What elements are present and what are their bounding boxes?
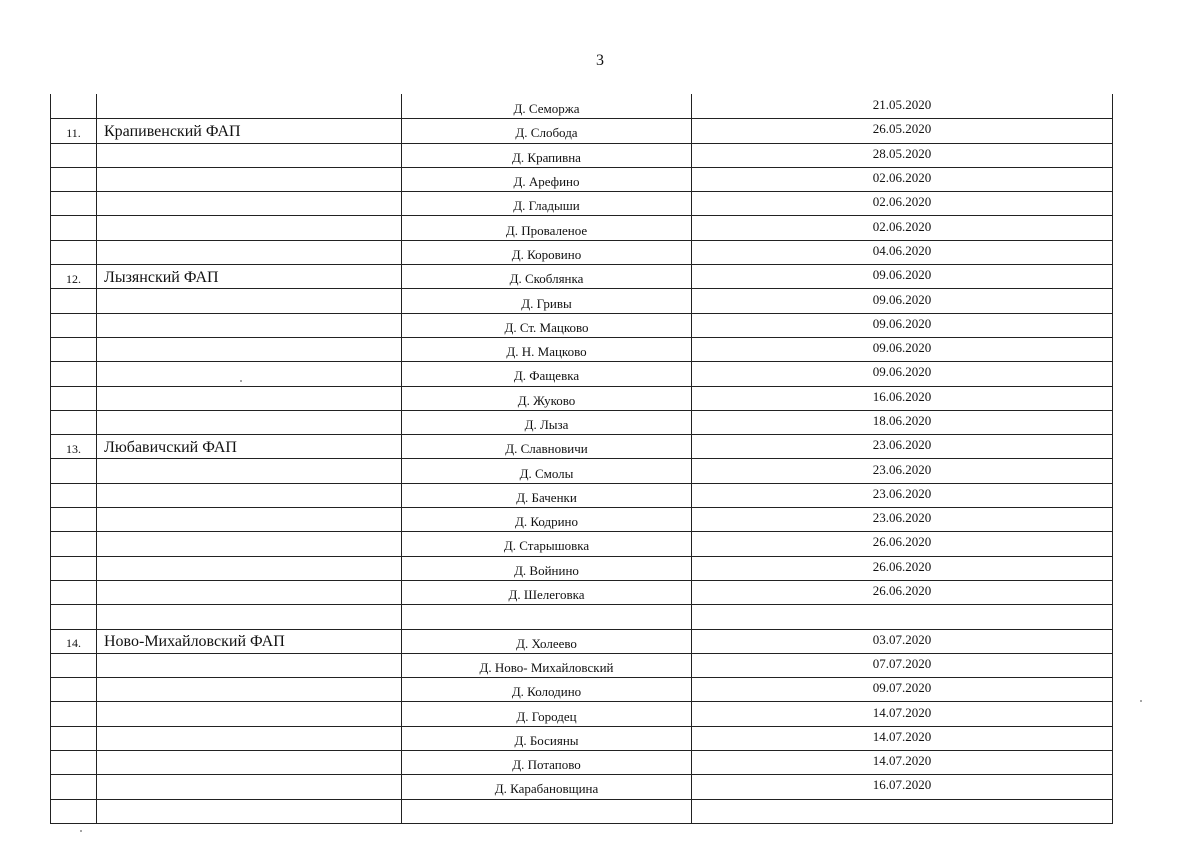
row-number-cell xyxy=(51,775,97,798)
row-number-cell xyxy=(51,241,97,264)
village-cell: Д. Семоржа xyxy=(402,94,692,118)
table-row xyxy=(51,507,1113,531)
table-row xyxy=(51,167,1113,191)
row-number-cell xyxy=(51,94,97,118)
village-cell: Д. Н. Мацково xyxy=(402,338,692,361)
fap-name-cell xyxy=(97,144,402,167)
table-row xyxy=(51,313,1113,337)
village-cell: Д. Лыза xyxy=(402,411,692,434)
village-cell: Д. Жуково xyxy=(402,387,692,410)
village-cell: Д. Гладыши xyxy=(402,192,692,215)
date-cell: 23.06.2020 xyxy=(692,484,1113,507)
row-number-cell xyxy=(51,289,97,312)
fap-name-cell xyxy=(97,800,402,823)
row-number-cell xyxy=(51,557,97,580)
date-cell: 09.06.2020 xyxy=(692,265,1113,288)
date-cell: 16.06.2020 xyxy=(692,387,1113,410)
fap-name-cell xyxy=(97,532,402,555)
row-number-cell xyxy=(51,581,97,604)
village-cell: Д. Коровино xyxy=(402,241,692,264)
fap-name-cell xyxy=(97,168,402,191)
table-row xyxy=(51,118,1113,142)
date-cell: 23.06.2020 xyxy=(692,508,1113,531)
fap-name-cell: Ново-Михайловский ФАП xyxy=(97,630,402,653)
date-cell: 26.06.2020 xyxy=(692,557,1113,580)
date-cell: 09.07.2020 xyxy=(692,678,1113,701)
row-number-cell: 13. xyxy=(51,435,97,458)
date-cell: 23.06.2020 xyxy=(692,459,1113,482)
village-cell: Д. Фащевка xyxy=(402,362,692,385)
village-cell: Д. Кодрино xyxy=(402,508,692,531)
fap-name-cell: Крапивенский ФАП xyxy=(97,119,402,142)
fap-name-cell xyxy=(97,581,402,604)
date-cell: 21.05.2020 xyxy=(692,94,1113,118)
fap-name-cell xyxy=(97,289,402,312)
table-row xyxy=(51,337,1113,361)
fap-name-cell xyxy=(97,508,402,531)
village-cell xyxy=(402,605,692,628)
village-cell: Д. Славновичи xyxy=(402,435,692,458)
row-number-cell xyxy=(51,484,97,507)
date-cell xyxy=(692,800,1113,823)
table-row xyxy=(51,799,1113,823)
fap-name-cell xyxy=(97,192,402,215)
date-cell: 26.05.2020 xyxy=(692,119,1113,142)
village-cell: Д. Колодино xyxy=(402,678,692,701)
fap-name-cell xyxy=(97,314,402,337)
fap-name-cell xyxy=(97,241,402,264)
table-row xyxy=(51,191,1113,215)
table-row xyxy=(51,774,1113,798)
table-row xyxy=(51,531,1113,555)
village-cell: Д. Слобода xyxy=(402,119,692,142)
row-number-cell xyxy=(51,387,97,410)
fap-name-cell xyxy=(97,702,402,725)
table-row xyxy=(51,410,1113,434)
date-cell xyxy=(692,605,1113,628)
row-number-cell xyxy=(51,362,97,385)
table-row xyxy=(51,434,1113,458)
date-cell: 16.07.2020 xyxy=(692,775,1113,798)
table-row xyxy=(51,240,1113,264)
village-cell: Д. Баченки xyxy=(402,484,692,507)
scan-speck xyxy=(1140,700,1142,702)
date-cell: 03.07.2020 xyxy=(692,630,1113,653)
village-cell: Д. Ст. Мацково xyxy=(402,314,692,337)
date-cell: 04.06.2020 xyxy=(692,241,1113,264)
fap-name-cell xyxy=(97,411,402,434)
table-row xyxy=(51,483,1113,507)
date-cell: 14.07.2020 xyxy=(692,751,1113,774)
fap-name-cell xyxy=(97,557,402,580)
table-row xyxy=(51,288,1113,312)
table-row xyxy=(51,604,1113,628)
village-cell: Д. Босияны xyxy=(402,727,692,750)
fap-name-cell xyxy=(97,775,402,798)
fap-name-cell: Любавичский ФАП xyxy=(97,435,402,458)
fap-name-cell xyxy=(97,484,402,507)
table-row xyxy=(51,458,1113,482)
table-row xyxy=(51,701,1113,725)
date-cell: 18.06.2020 xyxy=(692,411,1113,434)
row-number-cell xyxy=(51,605,97,628)
date-cell: 09.06.2020 xyxy=(692,362,1113,385)
date-cell: 14.07.2020 xyxy=(692,702,1113,725)
fap-name-cell xyxy=(97,605,402,628)
fap-name-cell xyxy=(97,94,402,118)
date-cell: 02.06.2020 xyxy=(692,168,1113,191)
date-cell: 09.06.2020 xyxy=(692,289,1113,312)
date-cell: 09.06.2020 xyxy=(692,314,1113,337)
village-cell: Д. Проваленое xyxy=(402,216,692,239)
row-number-cell xyxy=(51,654,97,677)
row-number-cell xyxy=(51,800,97,823)
village-cell: Д. Городец xyxy=(402,702,692,725)
village-cell: Д. Карабановщина xyxy=(402,775,692,798)
village-cell: Д. Крапивна xyxy=(402,144,692,167)
fap-name-cell xyxy=(97,338,402,361)
row-number-cell: 11. xyxy=(51,119,97,142)
table-row xyxy=(51,726,1113,750)
table-row xyxy=(51,750,1113,774)
table-row xyxy=(51,677,1113,701)
row-number-cell xyxy=(51,532,97,555)
table-row xyxy=(51,94,1113,118)
fap-name-cell xyxy=(97,459,402,482)
fap-name-cell xyxy=(97,678,402,701)
village-cell: Д. Старышовка xyxy=(402,532,692,555)
date-cell: 23.06.2020 xyxy=(692,435,1113,458)
village-cell: Д. Скоблянка xyxy=(402,265,692,288)
table-row xyxy=(51,580,1113,604)
fap-name-cell xyxy=(97,216,402,239)
fap-name-cell xyxy=(97,362,402,385)
table-row xyxy=(51,264,1113,288)
table-row xyxy=(51,386,1113,410)
table-row xyxy=(51,629,1113,653)
village-cell xyxy=(402,800,692,823)
village-cell: Д. Арефино xyxy=(402,168,692,191)
village-cell: Д. Гривы xyxy=(402,289,692,312)
row-number-cell xyxy=(51,144,97,167)
date-cell: 09.06.2020 xyxy=(692,338,1113,361)
row-number-cell: 14. xyxy=(51,630,97,653)
village-cell: Д. Шелеговка xyxy=(402,581,692,604)
fap-name-cell xyxy=(97,654,402,677)
schedule-table xyxy=(50,94,1113,824)
date-cell: 14.07.2020 xyxy=(692,727,1113,750)
date-cell: 02.06.2020 xyxy=(692,192,1113,215)
date-cell: 26.06.2020 xyxy=(692,581,1113,604)
scan-speck xyxy=(240,380,242,382)
row-number-cell xyxy=(51,216,97,239)
table-row xyxy=(51,143,1113,167)
row-number-cell xyxy=(51,192,97,215)
date-cell: 26.06.2020 xyxy=(692,532,1113,555)
table-row xyxy=(51,653,1113,677)
fap-name-cell xyxy=(97,387,402,410)
row-number-cell xyxy=(51,702,97,725)
scan-speck xyxy=(80,830,82,832)
row-number-cell: 12. xyxy=(51,265,97,288)
table-row xyxy=(51,215,1113,239)
date-cell: 02.06.2020 xyxy=(692,216,1113,239)
village-cell: Д. Ново- Михайловский xyxy=(402,654,692,677)
table-row xyxy=(51,556,1113,580)
fap-name-cell xyxy=(97,727,402,750)
fap-name-cell xyxy=(97,751,402,774)
row-number-cell xyxy=(51,459,97,482)
village-cell: Д. Войнино xyxy=(402,557,692,580)
table-row xyxy=(51,361,1113,385)
row-number-cell xyxy=(51,508,97,531)
fap-name-cell: Лызянский ФАП xyxy=(97,265,402,288)
row-number-cell xyxy=(51,751,97,774)
row-number-cell xyxy=(51,678,97,701)
page-number: 3 xyxy=(596,52,604,69)
row-number-cell xyxy=(51,727,97,750)
date-cell: 07.07.2020 xyxy=(692,654,1113,677)
row-number-cell xyxy=(51,314,97,337)
village-cell: Д. Смолы xyxy=(402,459,692,482)
row-number-cell xyxy=(51,338,97,361)
village-cell: Д. Холеево xyxy=(402,630,692,653)
date-cell: 28.05.2020 xyxy=(692,144,1113,167)
village-cell: Д. Потапово xyxy=(402,751,692,774)
row-number-cell xyxy=(51,168,97,191)
row-number-cell xyxy=(51,411,97,434)
